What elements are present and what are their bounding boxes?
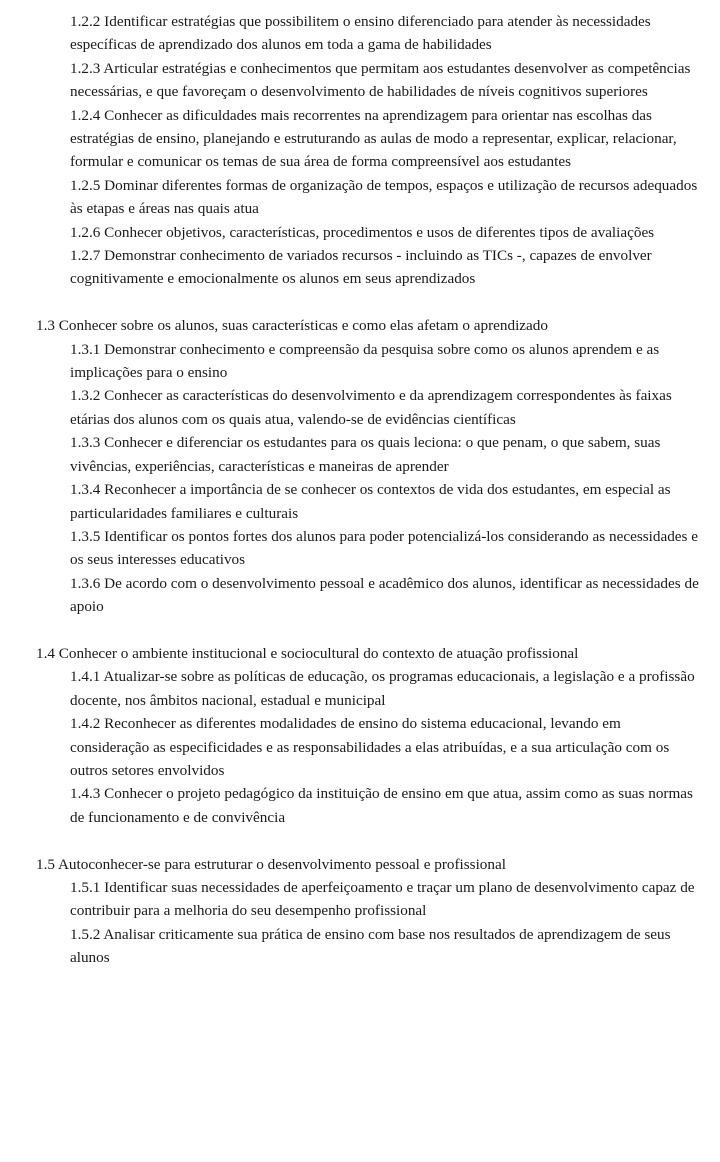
- list-item-1-2-6: 1.2.6 Conhecer objetivos, características, procedimentos e usos de diferentes tipos de avaliações: [70, 223, 655, 241]
- list-item-1-3-6: 1.3.6 De acordo com o desenvolvimento pessoal e acadêmico dos alunos, identificar as necessidades de apoio: [70, 574, 699, 616]
- section-1-2-continued: [0, 10, 720, 291]
- list-item-1-4-3: 1.4.3 Conhecer o projeto pedagógico da instituição de ensino em que atua, assim como as suas normas de funcionamento e de convivência: [70, 785, 693, 826]
- list-item-1-5-1: 1.5.1 Identificar suas necessidades de aperfeiçoamento e traçar um plano de desenvolvimento capaz de contribuir para a melhoria do seu desempenho profissional: [70, 878, 695, 920]
- list-item-1-3-4: 1.3.4 Reconhecer a importância de se conhecer os contextos de vida dos estudantes, em especial as particularidades familiares e culturais: [70, 481, 671, 522]
- list-item-1-3-1: 1.3.1 Demonstrar conhecimento e compreensão da pesquisa sobre como os alunos aprendem e as implicações para o ensino: [70, 340, 660, 382]
- section-1-4: [0, 642, 720, 829]
- list-item-1-5-2: 1.5.2 Analisar criticamente sua prática de ensino com base nos resultados de aprendizagem de seus alunos: [70, 925, 671, 967]
- section-heading-1-5: 1.5 Autoconhecer-se para estruturar o desenvolvimento pessoal e profissional: [36, 855, 506, 873]
- section-heading-1-4: 1.4 Conhecer o ambiente institucional e sociocultural do contexto de atuação profissional: [36, 644, 579, 662]
- list-item-1-2-5: 1.2.5 Dominar diferentes formas de organização de tempos, espaços e utilização de recursos adequados às etapas e áreas nas quais atua: [70, 176, 698, 218]
- list-item-1-4-1: 1.4.1 Atualizar-se sobre as políticas de educação, os programas educacionais, a legislação e a profissão docente, nos âmbitos nacional, estadual e municipal: [70, 668, 695, 709]
- list-item-1-3-3: 1.3.3 Conhecer e diferenciar os estudantes para os quais leciona: o que penam, o que sabem, suas vivências, experiências, características e maneiras de aprender: [70, 434, 661, 475]
- list-item-1-3-2: 1.3.2 Conhecer as características do desenvolvimento e da aprendizagem correspondentes às faixas etárias dos alunos com os quais atua, valendo-se de evidências científicas: [70, 387, 672, 428]
- list-item-1-2-4: 1.2.4 Conhecer as dificuldades mais recorrentes na aprendizagem para orientar nas escolhas das estratégias de ensino, planejando e estruturando as aulas de modo a representar, explicar, relacionar, formular e comunicar os temas de sua área de forma compreensível aos estudantes: [70, 106, 677, 171]
- list-item-1-2-3: 1.2.3 Articular estratégias e conhecimentos que permitam aos estudantes desenvolver as competências necessárias, e que favoreçam o desenvolvimento de habilidades de níveis cognitivos superiores: [70, 59, 691, 101]
- list-item-1-3-5: 1.3.5 Identificar os pontos fortes dos alunos para poder potencializá-los considerando as necessidades e os seus interesses educativos: [70, 527, 698, 569]
- section-1-5: [0, 853, 720, 970]
- section-1-3: [0, 314, 720, 618]
- section-heading-1-3: 1.3 Conhecer sobre os alunos, suas características e como elas afetam o aprendizado: [36, 317, 548, 335]
- list-item-1-2-7: 1.2.7 Demonstrar conhecimento de variados recursos - incluindo as TICs -, capazes de envolver cognitivamente e emocionalmente os alunos em seus aprendizados: [70, 247, 652, 288]
- list-item-1-2-2: 1.2.2 Identificar estratégias que possibilitem o ensino diferenciado para atender às necessidades específicas de aprendizado dos alunos em toda a gama de habilidades: [70, 13, 651, 54]
- list-item-1-4-2: 1.4.2 Reconhecer as diferentes modalidades de ensino do sistema educacional, levando em consideração as especificidades e as responsabilidades a elas atribuídas, e a sua articulação com os outros setores envolvidos: [70, 715, 670, 779]
